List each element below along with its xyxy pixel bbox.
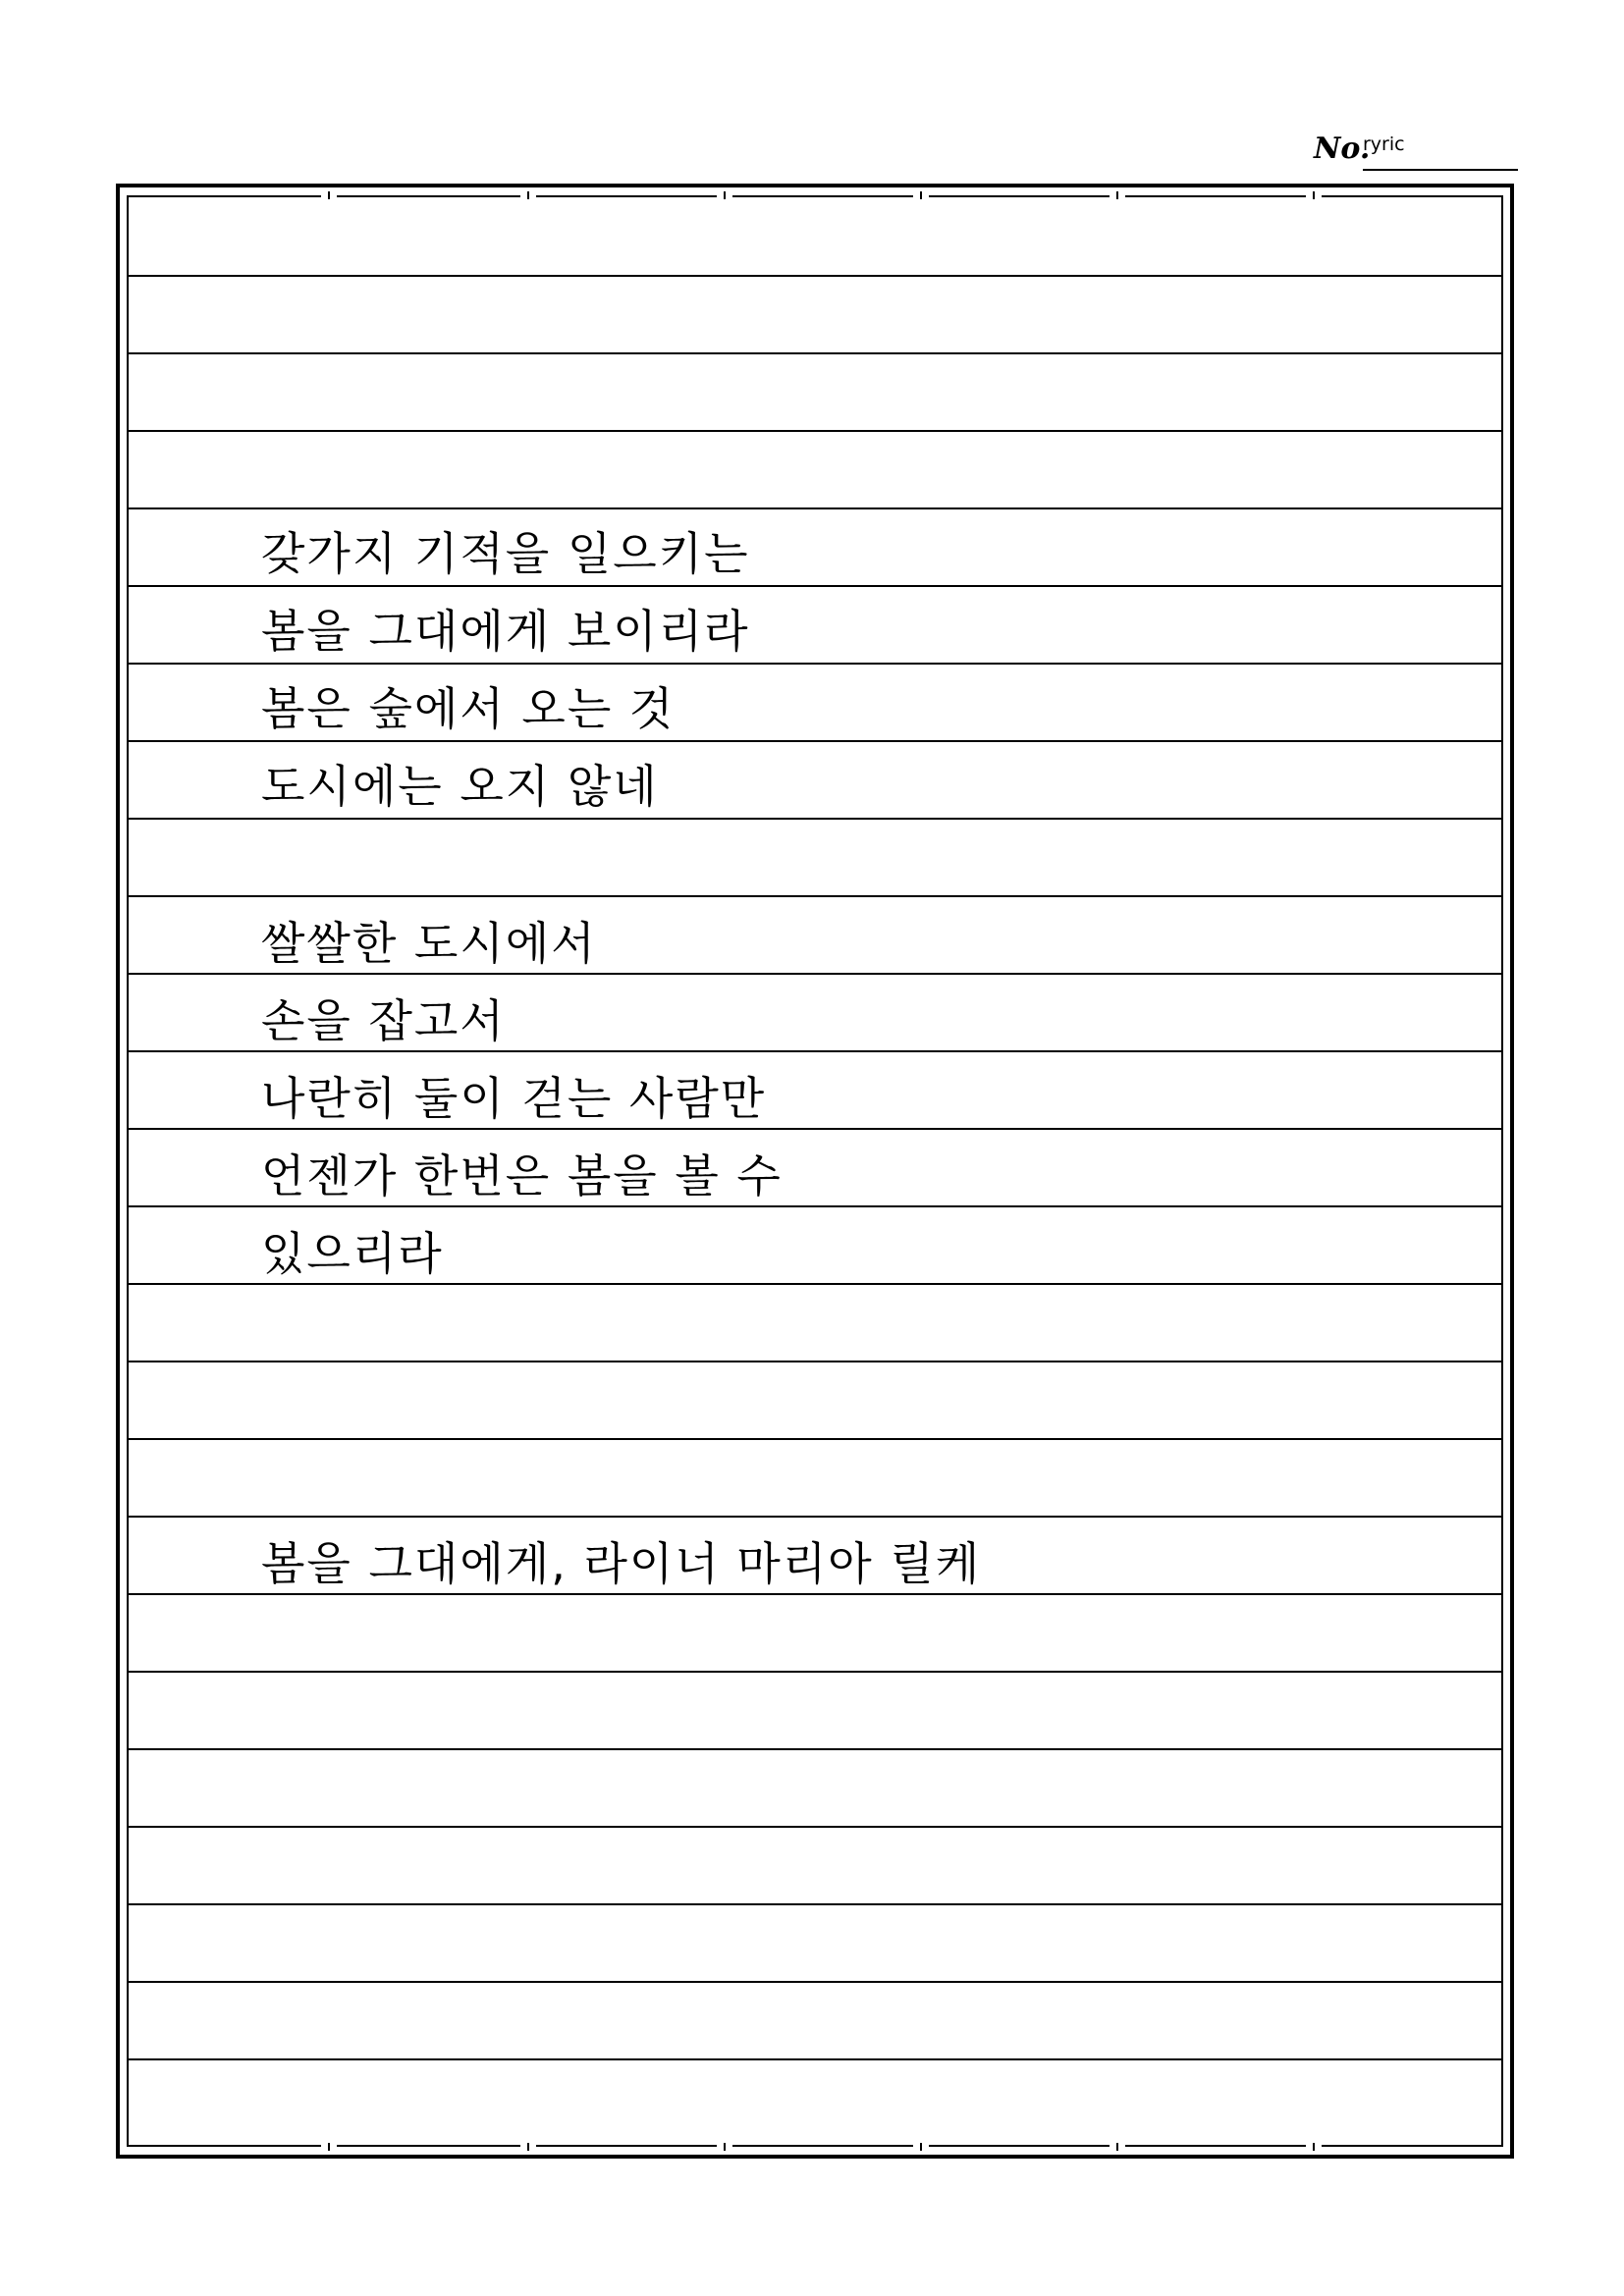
ruled-line <box>129 352 1501 354</box>
poem-line: 갖가지 기적을 일으키는 <box>261 527 750 580</box>
top-tick-mark <box>1110 188 1125 202</box>
ruled-line <box>129 507 1501 509</box>
top-tick-mark <box>321 188 337 202</box>
ruled-line <box>129 1283 1501 1285</box>
poem-line: 봄을 그대에게 보이리라 <box>261 605 750 658</box>
ruled-line <box>129 895 1501 897</box>
top-tick-mark <box>1306 188 1322 202</box>
poem-line: 있으리라 <box>261 1227 444 1280</box>
ruled-line <box>129 430 1501 432</box>
ruled-line <box>129 1050 1501 1052</box>
poem-attribution: 봄을 그대에게, 라이너 마리아 릴케 <box>261 1537 982 1590</box>
top-tick-mark <box>717 188 732 202</box>
ruled-line <box>129 1903 1501 1905</box>
ruled-line <box>129 1438 1501 1440</box>
top-tick-mark <box>520 188 536 202</box>
ruled-line <box>129 1128 1501 1130</box>
ruled-line <box>129 740 1501 742</box>
page-number-value: ryric <box>1363 133 1405 155</box>
ruled-line <box>129 275 1501 277</box>
ruled-line <box>129 973 1501 975</box>
bottom-tick-mark <box>913 2140 929 2154</box>
poem-line: 도시에는 오지 않네 <box>261 760 659 813</box>
page-number-field <box>1314 126 1518 175</box>
poem-line: 언젠가 한번은 봄을 볼 수 <box>261 1149 783 1202</box>
ruled-line <box>129 1981 1501 1983</box>
ruled-line <box>129 1593 1501 1595</box>
ruled-line <box>129 1205 1501 1207</box>
page-number-label: No. <box>1314 132 1371 166</box>
bottom-tick-mark <box>520 2140 536 2154</box>
poem-line: 손을 잡고서 <box>261 994 506 1047</box>
poem-line: 나란히 둘이 걷는 사람만 <box>261 1072 767 1125</box>
poem-line: 쌀쌀한 도시에서 <box>261 917 597 970</box>
ruled-line <box>129 818 1501 820</box>
bottom-tick-mark <box>1110 2140 1125 2154</box>
ruled-line <box>129 585 1501 587</box>
ruled-line <box>129 1361 1501 1362</box>
ruled-line <box>129 1826 1501 1828</box>
ruled-line <box>129 1671 1501 1673</box>
bottom-tick-mark <box>1306 2140 1322 2154</box>
ruled-line <box>129 663 1501 665</box>
ruled-line <box>129 1516 1501 1518</box>
bottom-tick-mark <box>321 2140 337 2154</box>
ruled-line <box>129 1748 1501 1750</box>
top-tick-mark <box>913 188 929 202</box>
page-number-underline <box>1363 169 1518 171</box>
bottom-tick-mark <box>717 2140 732 2154</box>
ruled-line <box>129 2058 1501 2060</box>
poem-line: 봄은 숲에서 오는 것 <box>261 682 676 735</box>
